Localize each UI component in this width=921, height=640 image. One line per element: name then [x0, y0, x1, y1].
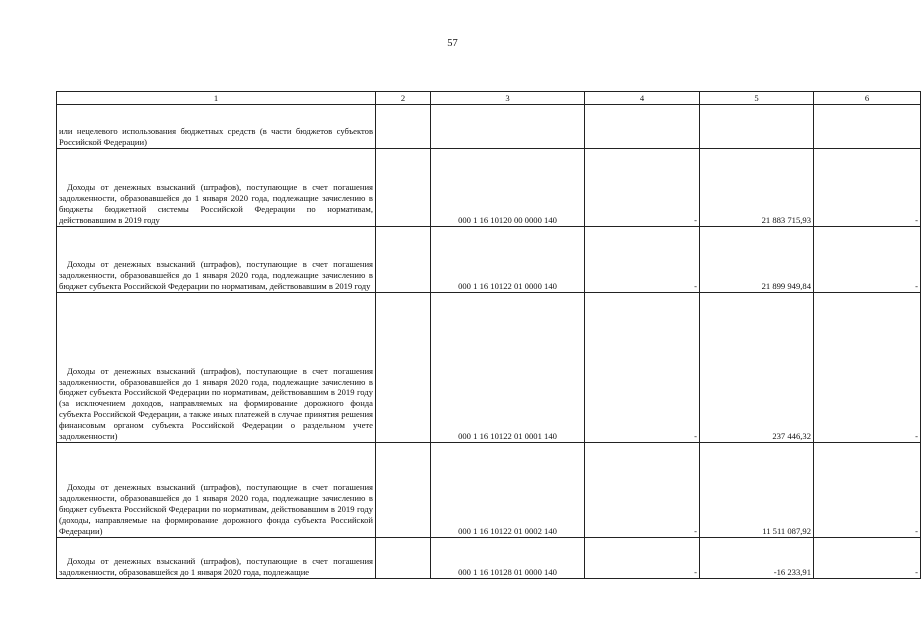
row-amount: 21 899 949,84 — [700, 227, 814, 293]
row-description: или нецелевого использования бюджетных средств (в части бюджетов субъектов Российской Федерации) — [57, 105, 376, 149]
row-col-4 — [585, 105, 700, 149]
budget-revenue-table — [56, 91, 921, 579]
row-col-6: - — [814, 538, 921, 579]
row-col-6: - — [814, 443, 921, 538]
row-amount: -16 233,91 — [700, 538, 814, 579]
row-budget-code: 000 1 16 10120 00 0000 140 — [431, 149, 585, 227]
table-row — [57, 538, 921, 579]
header-col-2: 2 — [376, 92, 431, 105]
row-col-6: - — [814, 293, 921, 443]
table-row — [57, 443, 921, 538]
row-col-4: - — [585, 293, 700, 443]
table-row — [57, 227, 921, 293]
row-description-text: Доходы от денежных взысканий (штрафов), поступающие в счет погашения задолженности, образовавшейся до 1 января 2020 года, подлежащие зачислению в бюджет субъекта Российской Федерации по нормативам, действовавшим в 2019 году (доходы, направляемые на формирование дорожного фонда субъекта Российской Федерации) — [59, 482, 373, 537]
row-description — [57, 443, 376, 538]
table-row — [57, 149, 921, 227]
header-col-5: 5 — [700, 92, 814, 105]
row-amount: 11 511 087,92 — [700, 443, 814, 538]
row-col-4: - — [585, 538, 700, 579]
row-col-2 — [376, 443, 431, 538]
header-col-1: 1 — [57, 92, 376, 105]
page-number: 57 — [447, 38, 458, 49]
header-col-6: 6 — [814, 92, 921, 105]
row-col-2 — [376, 538, 431, 579]
row-budget-code: 000 1 16 10122 01 0001 140 — [431, 293, 585, 443]
row-budget-code — [431, 105, 585, 149]
row-description-text: Доходы от денежных взысканий (штрафов), поступающие в счет погашения задолженности, образовавшейся до 1 января 2020 года, подлежащие зачислению в бюджеты бюджетной системы Российской Федерации по нормативам, действовавшим в 2019 году — [59, 182, 373, 226]
row-amount: 21 883 715,93 — [700, 149, 814, 227]
header-col-3: 3 — [431, 92, 585, 105]
row-col-2 — [376, 227, 431, 293]
row-budget-code: 000 1 16 10122 01 0002 140 — [431, 443, 585, 538]
row-col-4: - — [585, 443, 700, 538]
row-col-6: - — [814, 227, 921, 293]
row-description-text: Доходы от денежных взысканий (штрафов), поступающие в счет погашения задолженности, образовавшейся до 1 января 2020 года, подлежащие — [59, 556, 373, 578]
row-col-2 — [376, 105, 431, 149]
header-row — [57, 92, 921, 105]
row-amount — [700, 105, 814, 149]
row-description-text: Доходы от денежных взысканий (штрафов), поступающие в счет погашения задолженности, образовавшейся до 1 января 2020 года, подлежащие зачислению в бюджет субъекта Российской Федерации по нормативам, действовавшим в 2019 году (за исключением доходов, направляемых на формирование дорожного фонда субъекта Российской Федерации, а также иных платежей в случае принятия решения финансовым органом субъекта Российской Федерации о раздельном учете задолженности) — [59, 365, 373, 442]
row-budget-code: 000 1 16 10122 01 0000 140 — [431, 227, 585, 293]
row-description — [57, 293, 376, 443]
row-col-2 — [376, 149, 431, 227]
row-col-2 — [376, 293, 431, 443]
row-col-6: - — [814, 149, 921, 227]
row-col-6 — [814, 105, 921, 149]
header-col-4: 4 — [585, 92, 700, 105]
row-description — [57, 149, 376, 227]
row-col-4: - — [585, 227, 700, 293]
row-description-text: Доходы от денежных взысканий (штрафов), поступающие в счет погашения задолженности, образовавшейся до 1 января 2020 года, подлежащие зачислению в бюджет субъекта Российской Федерации по нормативам, действовавшим в 2019 году — [59, 259, 373, 292]
row-budget-code: 000 1 16 10128 01 0000 140 — [431, 538, 585, 579]
table-row — [57, 105, 921, 149]
row-col-4: - — [585, 149, 700, 227]
row-description — [57, 538, 376, 579]
row-description — [57, 227, 376, 293]
row-amount: 237 446,32 — [700, 293, 814, 443]
table-row — [57, 293, 921, 443]
